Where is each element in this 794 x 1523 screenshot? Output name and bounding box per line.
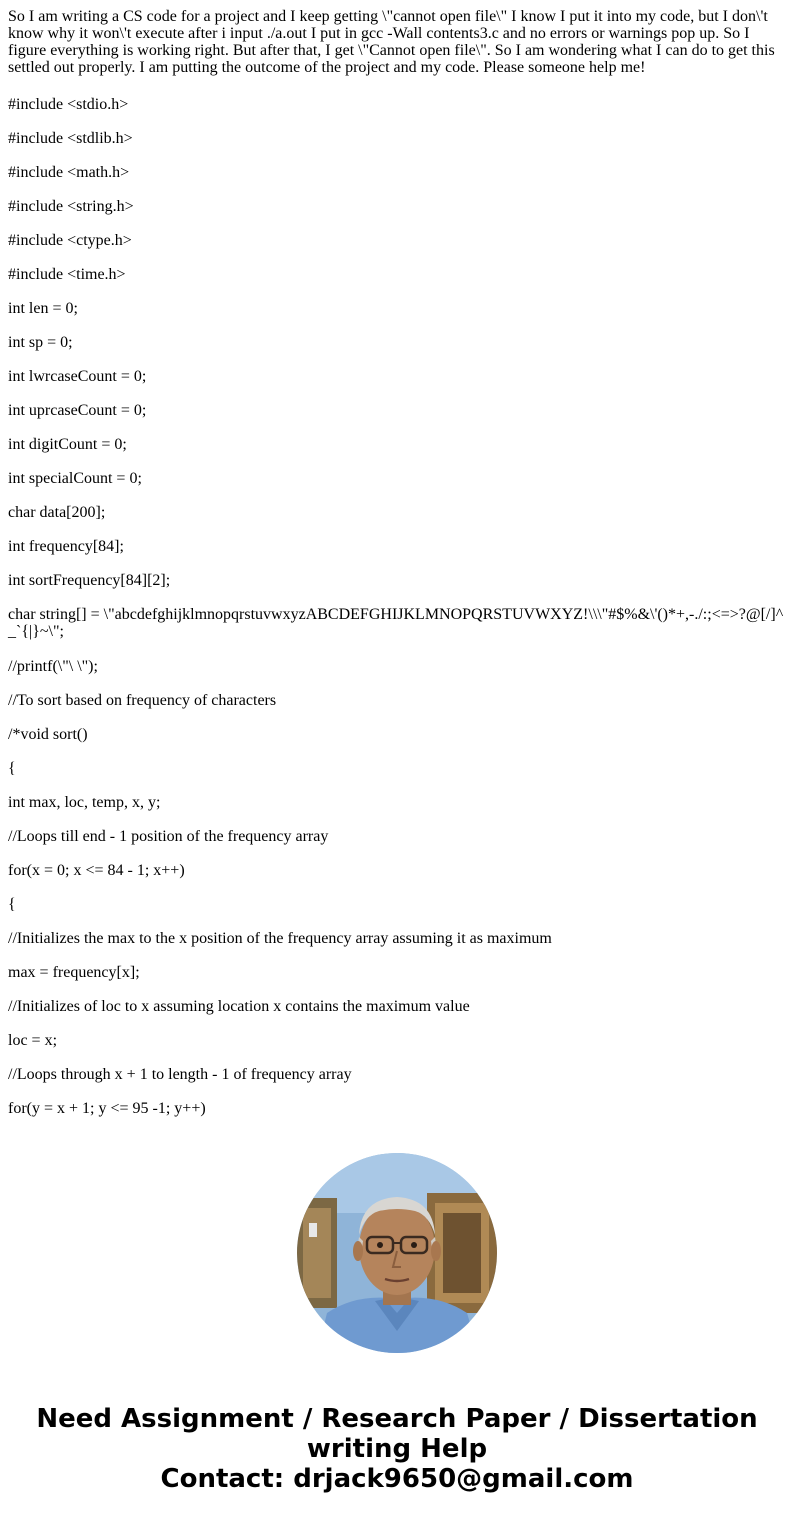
code-line: int max, loc, temp, x, y; — [8, 794, 161, 811]
author-portrait — [297, 1153, 497, 1353]
code-line: int sp = 0; — [8, 334, 73, 351]
code-line: for(x = 0; x <= 84 - 1; x++) — [8, 862, 185, 879]
code-line: #include <math.h> — [8, 164, 130, 181]
code-line: int sortFrequency[84][2]; — [8, 572, 171, 589]
code-line: #include <time.h> — [8, 266, 126, 283]
question-text: So I am writing a CS code for a project and I keep getting \"cannot open file\" I know I put it into my code, but I don\'t know why it won\'t execute after i input ./a.out I put in gcc -Wall contents3.c and no errors or warnings pop up. So I figure everything is working right. But after that, I get \"Cannot open file\". So I am wondering what I can do to get this settled out properly. I am putting the outcome of the project and my code. Please someone help me! — [8, 8, 775, 76]
code-line: { — [8, 896, 16, 913]
code-line: int digitCount = 0; — [8, 436, 127, 453]
code-line: //Initializes of loc to x assuming location x contains the maximum value — [8, 998, 470, 1015]
code-line: #include <ctype.h> — [8, 232, 132, 249]
code-line: int uprcaseCount = 0; — [8, 402, 147, 419]
code-line: int frequency[84]; — [8, 538, 124, 555]
code-line: #include <stdlib.h> — [8, 130, 133, 147]
code-line: //To sort based on frequency of characters — [8, 692, 277, 709]
code-line: int specialCount = 0; — [8, 470, 142, 487]
promo-line-2: writing Help — [306, 1434, 488, 1464]
code-line: //printf(\"\ \"); — [8, 658, 98, 675]
code-line: //Loops through x + 1 to length - 1 of frequency array — [8, 1066, 352, 1083]
code-line: char data[200]; — [8, 504, 106, 521]
code-line: loc = x; — [8, 1032, 58, 1049]
promo-line-1: Need Assignment / Research Paper / Dissertation — [36, 1404, 758, 1434]
code-line: /*void sort() — [8, 726, 88, 743]
code-line: //Initializes the max to the x position of the frequency array assuming it as maximum — [8, 930, 552, 947]
code-line: max = frequency[x]; — [8, 964, 140, 981]
code-line: #include <string.h> — [8, 198, 134, 215]
author-avatar — [297, 1153, 497, 1353]
code-line: char string[] = \"abcdefghijklmnopqrstuvwxyzABCDEFGHIJKLMNOPQRSTUVWXYZ!\\\"#$%&\'()*+,-./:;<=>?@[/]^_`{|}~\"; — [8, 606, 784, 640]
promo-banner — [0, 1404, 794, 1494]
code-line: int len = 0; — [8, 300, 78, 317]
code-line: for(y = x + 1; y <= 95 -1; y++) — [8, 1100, 206, 1117]
code-line: //Loops till end - 1 position of the frequency array — [8, 828, 329, 845]
code-line: int lwrcaseCount = 0; — [8, 368, 147, 385]
code-line: #include <stdio.h> — [8, 96, 129, 113]
promo-contact: Contact: drjack9650@gmail.com — [160, 1464, 634, 1494]
code-line: { — [8, 760, 16, 777]
